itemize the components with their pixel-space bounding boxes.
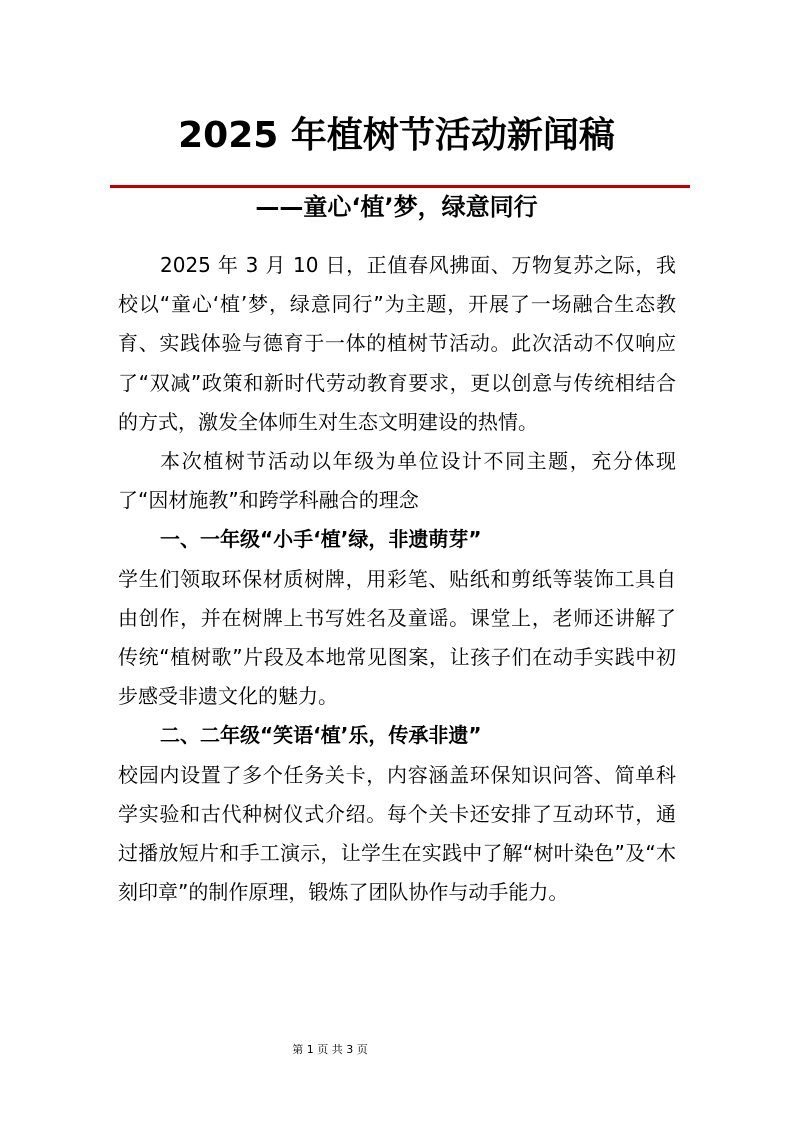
section-heading-grade-1: 一、一年级“小手‘植’绿，非遗萌芽” <box>160 527 482 552</box>
overview-paragraph: 本次植树节活动以年级为单位设计不同主题，充分体现了“因材施教”和跨学科融合的理念 <box>118 449 676 513</box>
grade-1-paragraph: 学生们领取环保材质树牌，用彩笔、贴纸和剪纸等装饰工具自由创作，并在树牌上书写姓名及童谣。课堂上，老师还讲解了传统“植树歌”片段及本地常见图案，让孩子们在动手实践中初步感受非遗文化的魅力。 <box>118 566 676 709</box>
document-title: 2025 年植树节活动新闻稿 <box>178 115 615 156</box>
document-body <box>118 246 676 912</box>
section-heading-grade-2: 二、二年级“笑语‘植’乐，传承非遗” <box>160 723 482 748</box>
grade-2-paragraph: 校园内设置了多个任务关卡，内容涵盖环保知识问答、简单科学实验和古代种树仪式介绍。每个关卡还安排了互动环节，通过播放短片和手工演示，让学生在实践中了解“树叶染色”及“木刻印章”的制作原理，锻炼了团队协作与动手能力。 <box>118 762 676 905</box>
intro-paragraph: 2025 年 3 月 10 日，正值春风拂面、万物复苏之际，我校以“童心‘植’梦，绿意同行”为主题，开展了一场融合生态教育、实践体验与德育于一体的植树节活动。此次活动不仅响应了“双减”政策和新时代劳动教育要求，更以创意与传统相结合的方式，激发全体师生对生态文明建设的热情。 <box>118 253 676 434</box>
document-subtitle: ——童心‘植’梦，绿意同行 <box>255 193 538 221</box>
page-number-footer: 第 1 页 共 3 页 <box>292 1043 368 1056</box>
